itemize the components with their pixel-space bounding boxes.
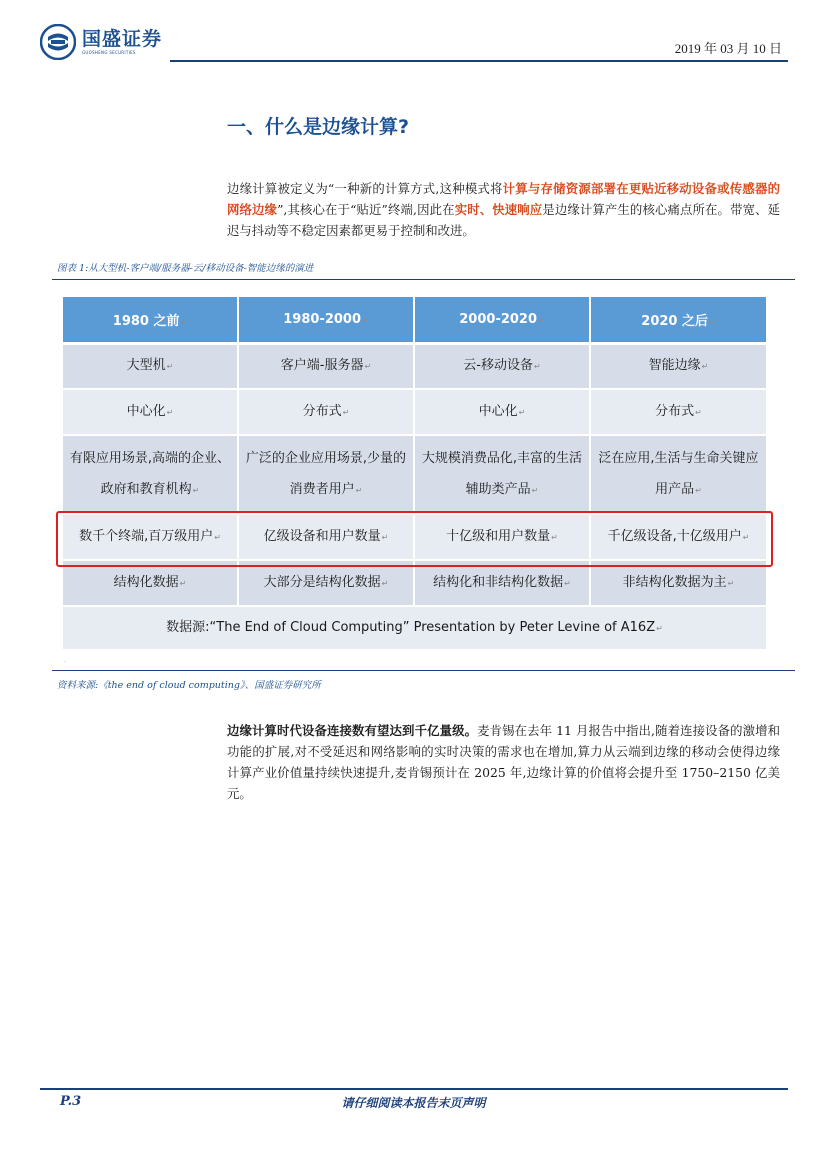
- table-cell: 大规模消费品化,丰富的生活辅助类产品↵: [414, 435, 590, 514]
- table-row-highlighted: [63, 514, 766, 560]
- table-cell: 客户端-服务器↵: [238, 343, 414, 389]
- table-cell: 数千个终端,百万级用户↵: [63, 514, 238, 560]
- table-cell: 泛在应用,生活与生命关键应用产品↵: [590, 435, 766, 514]
- table-header-cell: 1980-2000↵: [238, 297, 414, 343]
- footer-divider: [40, 1088, 788, 1090]
- section-title: 一、什么是边缘计算?: [227, 116, 410, 138]
- table-cell: 智能边缘↵: [590, 343, 766, 389]
- figure-caption: 图表 1:从大型机-客户端/服务器-云/移动设备-智能边缘的演进: [57, 263, 314, 274]
- body-lead: 边缘计算时代设备连接数有望达到千亿量级。: [227, 723, 478, 738]
- table-header-row: [63, 297, 766, 343]
- table-cell: 千亿级设备,十亿级用户↵: [590, 514, 766, 560]
- table-header-cell: 1980 之前↵: [63, 297, 238, 343]
- table-row: [63, 389, 766, 435]
- table-row: [63, 435, 766, 514]
- intro-text-3: 是边缘计算产生的核心痛点所在。带宽、延迟与抖动等不稳定因素都更易于控制和改进。: [227, 202, 781, 238]
- figure-top-rule: [52, 279, 795, 280]
- table-cell: 大型机↵: [63, 343, 238, 389]
- table-header-cell: 2020 之后↵: [590, 297, 766, 343]
- table-row: [63, 343, 766, 389]
- table-cell: 中心化↵: [63, 389, 238, 435]
- table-source-cell: 数据源:“The End of Cloud Computing” Presentation by Peter Levine of A16Z↵: [63, 606, 766, 650]
- table-row: [63, 560, 766, 606]
- body-text: 麦肯锡在去年 11 月报告中指出,随着连接设备的激增和功能的扩展,对不受延迟和网络影响的实时决策的需求也在增加,算力从云端到边缘的移动会使得边缘计算产业价值量持续快速提升,麦肯锡预计在 2025 年,边缘计算的价值将会提升至 1750–2150 亿美元。: [227, 723, 780, 801]
- table-cell: 结构化和非结构化数据↵: [414, 560, 590, 606]
- table-cell: 分布式↵: [238, 389, 414, 435]
- brand-name: 国盛证券: [82, 28, 163, 50]
- table-cell: 有限应用场景,高端的企业、政府和教育机构↵: [63, 435, 238, 514]
- figure-bottom-rule: [52, 670, 795, 671]
- footer-disclaimer: 请仔细阅读本报告末页声明: [341, 1096, 486, 1110]
- intro-paragraph: [227, 178, 780, 241]
- body-paragraph: [227, 720, 780, 804]
- brand-logo: [40, 22, 162, 62]
- table-cell: 大部分是结构化数据↵: [238, 560, 414, 606]
- table-cell: 云-移动设备↵: [414, 343, 590, 389]
- brand-logo-icon: [40, 24, 76, 60]
- evolution-table: [63, 297, 766, 651]
- table-cell: 亿级设备和用户数量↵: [238, 514, 414, 560]
- header-divider: [170, 60, 788, 62]
- table-cell: 十亿级和用户数量↵: [414, 514, 590, 560]
- brand-name-en: GUOSHENG SECURITIES: [82, 50, 136, 55]
- intro-highlight-2: 实时、快速响应: [454, 202, 543, 217]
- table-cell: 结构化数据↵: [63, 560, 238, 606]
- report-date: 2019 年 03 月 10 日: [674, 41, 782, 56]
- intro-text-1: 边缘计算被定义为“一种新的计算方式,这种模式将: [227, 181, 503, 196]
- table-cell: 分布式↵: [590, 389, 766, 435]
- intro-highlight-1: 计算与存储资源部署在更贴近移动设备或传感器的网络边缘: [227, 181, 781, 217]
- table-cell: 非结构化数据为主↵: [590, 560, 766, 606]
- table-header-cell: 2000-2020↵: [414, 297, 590, 343]
- figure-source: 资料来源:《the end of cloud computing》、国盛证券研究所: [57, 680, 321, 691]
- table-source-row: [63, 606, 766, 650]
- table-cell: 广泛的企业应用场景,少量的消费者用户↵: [238, 435, 414, 514]
- page-header: [40, 22, 788, 62]
- table-cell: 中心化↵: [414, 389, 590, 435]
- anchor-mark: .: [64, 657, 66, 664]
- intro-text-2: ”,其核心在于“贴近”终端,因此在: [277, 202, 455, 217]
- page-number: P.3: [60, 1094, 82, 1109]
